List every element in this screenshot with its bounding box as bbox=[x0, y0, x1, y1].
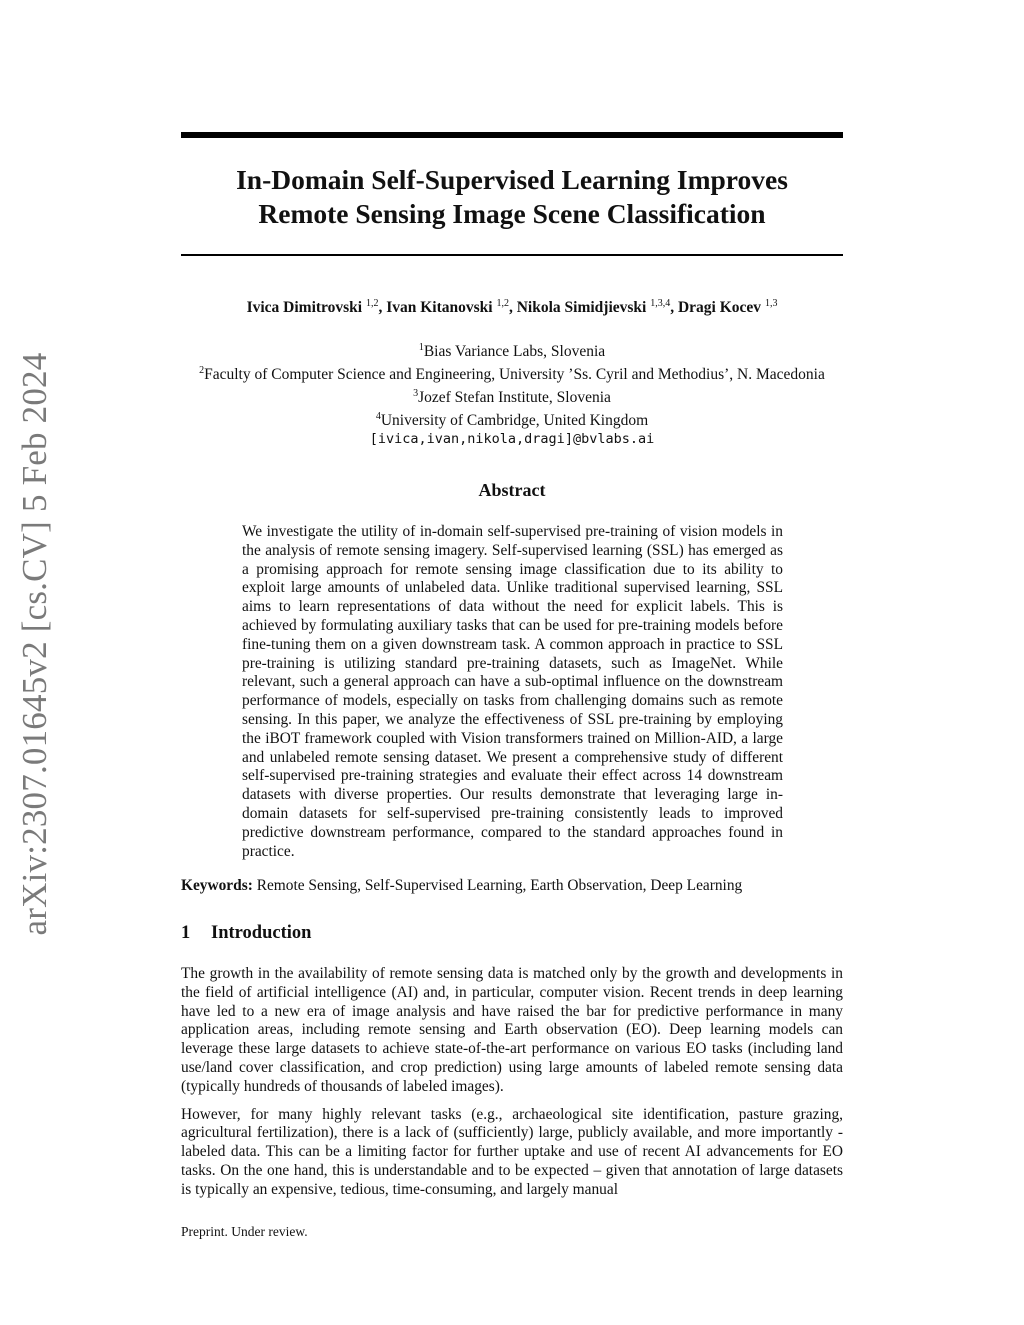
author-email: [ivica,ivan,nikola,dragi]@bvlabs.ai bbox=[369, 431, 655, 447]
introduction-body bbox=[181, 965, 843, 1209]
affiliation-line bbox=[150, 361, 874, 384]
author-separator: , bbox=[378, 299, 387, 316]
author-name: Nikola Simidjievski bbox=[516, 299, 647, 316]
author-name: Dragi Kocev bbox=[677, 299, 762, 316]
keywords-text: Remote Sensing, Self-Supervised Learning, Earth Observation, Deep Learning bbox=[256, 877, 743, 894]
title-bottom-rule bbox=[181, 254, 843, 256]
affiliation-sup: 4 bbox=[375, 411, 381, 422]
affiliation-text: University of Cambridge, United Kingdom bbox=[380, 412, 649, 429]
section-heading-introduction bbox=[181, 923, 311, 944]
paragraph: The growth in the availability of remote sensing data is matched only by the growth and developments in the field of artificial intelligence (AI) and, in particular, computer vision. Recent trends in deep learning have led to a new era of image analysis and have raised the bar for predictive performance in many application areas, including remote sensing and Earth observation (EO). Deep learning models can leverage these large datasets to achieve state-of-the-art performance on various EO tasks (including land use/land cover classification, and crop prediction) using large amounts of labeled remote sensing data (typically hundreds of thousands of labeled images). bbox=[181, 965, 843, 1095]
keywords-label: Keywords: bbox=[181, 877, 253, 894]
affiliation-text: Bias Variance Labs, Slovenia bbox=[423, 343, 606, 360]
paragraph: However, for many highly relevant tasks (e.g., archaeological site identification, pasture grazing, agricultural fertilization), there is a lack of (sufficiently) large, publicly available, and more importantly - labeled data. This can be a limiting factor for further uptake and use of recent AI advancements for EO tasks. On the one hand, this is understandable and to be expected – given that annotation of large datasets is typically an expensive, tedious, time-consuming, and largely manual bbox=[181, 1105, 843, 1198]
affiliation-sup: 3 bbox=[413, 388, 419, 399]
affiliation-text: Faculty of Computer Science and Engineering, University ’Ss. Cyril and Methodius’, N. Macedonia bbox=[204, 366, 825, 383]
affiliations bbox=[150, 338, 874, 449]
author-list bbox=[181, 298, 843, 317]
author-name: Ivica Dimitrovski bbox=[246, 299, 363, 316]
title-line-2: Remote Sensing Image Scene Classification bbox=[258, 198, 766, 229]
author-affiliation-sup: 1,3 bbox=[764, 298, 778, 309]
arxiv-identifier: arXiv:2307.01645v2 [cs.CV] 5 Feb 2024 bbox=[15, 352, 54, 936]
keywords bbox=[181, 877, 843, 895]
affiliation-line bbox=[150, 384, 874, 407]
author bbox=[386, 299, 517, 316]
author-affiliation-sup: 1,2 bbox=[496, 298, 509, 309]
affiliation-line bbox=[150, 338, 874, 361]
author-affiliation-sup: 1,3,4 bbox=[650, 298, 671, 309]
title-line-1: In-Domain Self-Supervised Learning Improves bbox=[236, 164, 788, 195]
author-affiliation-sup: 1,2 bbox=[365, 298, 379, 309]
author-separator: , bbox=[508, 299, 517, 316]
title-top-rule bbox=[181, 132, 843, 138]
author bbox=[247, 299, 387, 316]
affiliation-sup: 1 bbox=[418, 342, 424, 353]
footer-note: Preprint. Under review. bbox=[181, 1224, 308, 1239]
section-number: 1 bbox=[181, 923, 191, 943]
affiliation-line bbox=[150, 407, 874, 430]
abstract-heading: Abstract bbox=[478, 480, 546, 500]
affiliation-text: Jozef Stefan Institute, Slovenia bbox=[418, 389, 611, 406]
author bbox=[678, 299, 777, 316]
author-name: Ivan Kitanovski bbox=[386, 299, 493, 316]
author-separator: , bbox=[670, 299, 678, 316]
paper-title bbox=[181, 163, 843, 231]
abstract-text: We investigate the utility of in-domain self-supervised pre-training of vision models in the analysis of remote sensing imagery. Self-supervised learning (SSL) has emerged as a promising approach for remote sensing image classification due to its ability to exploit large amounts of unlabeled data. Unlike traditional supervised learning, SSL aims to learn representations of data without the need for explicit labels. This is achieved by formulating auxiliary tasks that can be used for pre-training models before fine-tuning them on a given downstream task. A common approach in practice to SSL pre-training is utilizing standard pre-training datasets, such as ImageNet. While relevant, such a general approach can have a sub-optimal influence on the downstream performance of models, especially on tasks from challenging domains such as remote sensing. In this paper, we analyze the effectiveness of SSL pre-training by employing the iBOT framework coupled with Vision transformers trained on Million-AID, a large and unlabeled remote sensing dataset. We present a comprehensive study of different self-supervised pre-training strategies and evaluate their effect across 14 downstream datasets with diverse properties. Our results demonstrate that leveraging large in-domain datasets for self-supervised pre-training consistently leads to improved predictive downstream performance, compared to the standard approaches found in practice. bbox=[242, 523, 783, 860]
author bbox=[517, 299, 678, 316]
section-title: Introduction bbox=[211, 923, 312, 943]
affiliation-sup: 2 bbox=[199, 365, 205, 376]
